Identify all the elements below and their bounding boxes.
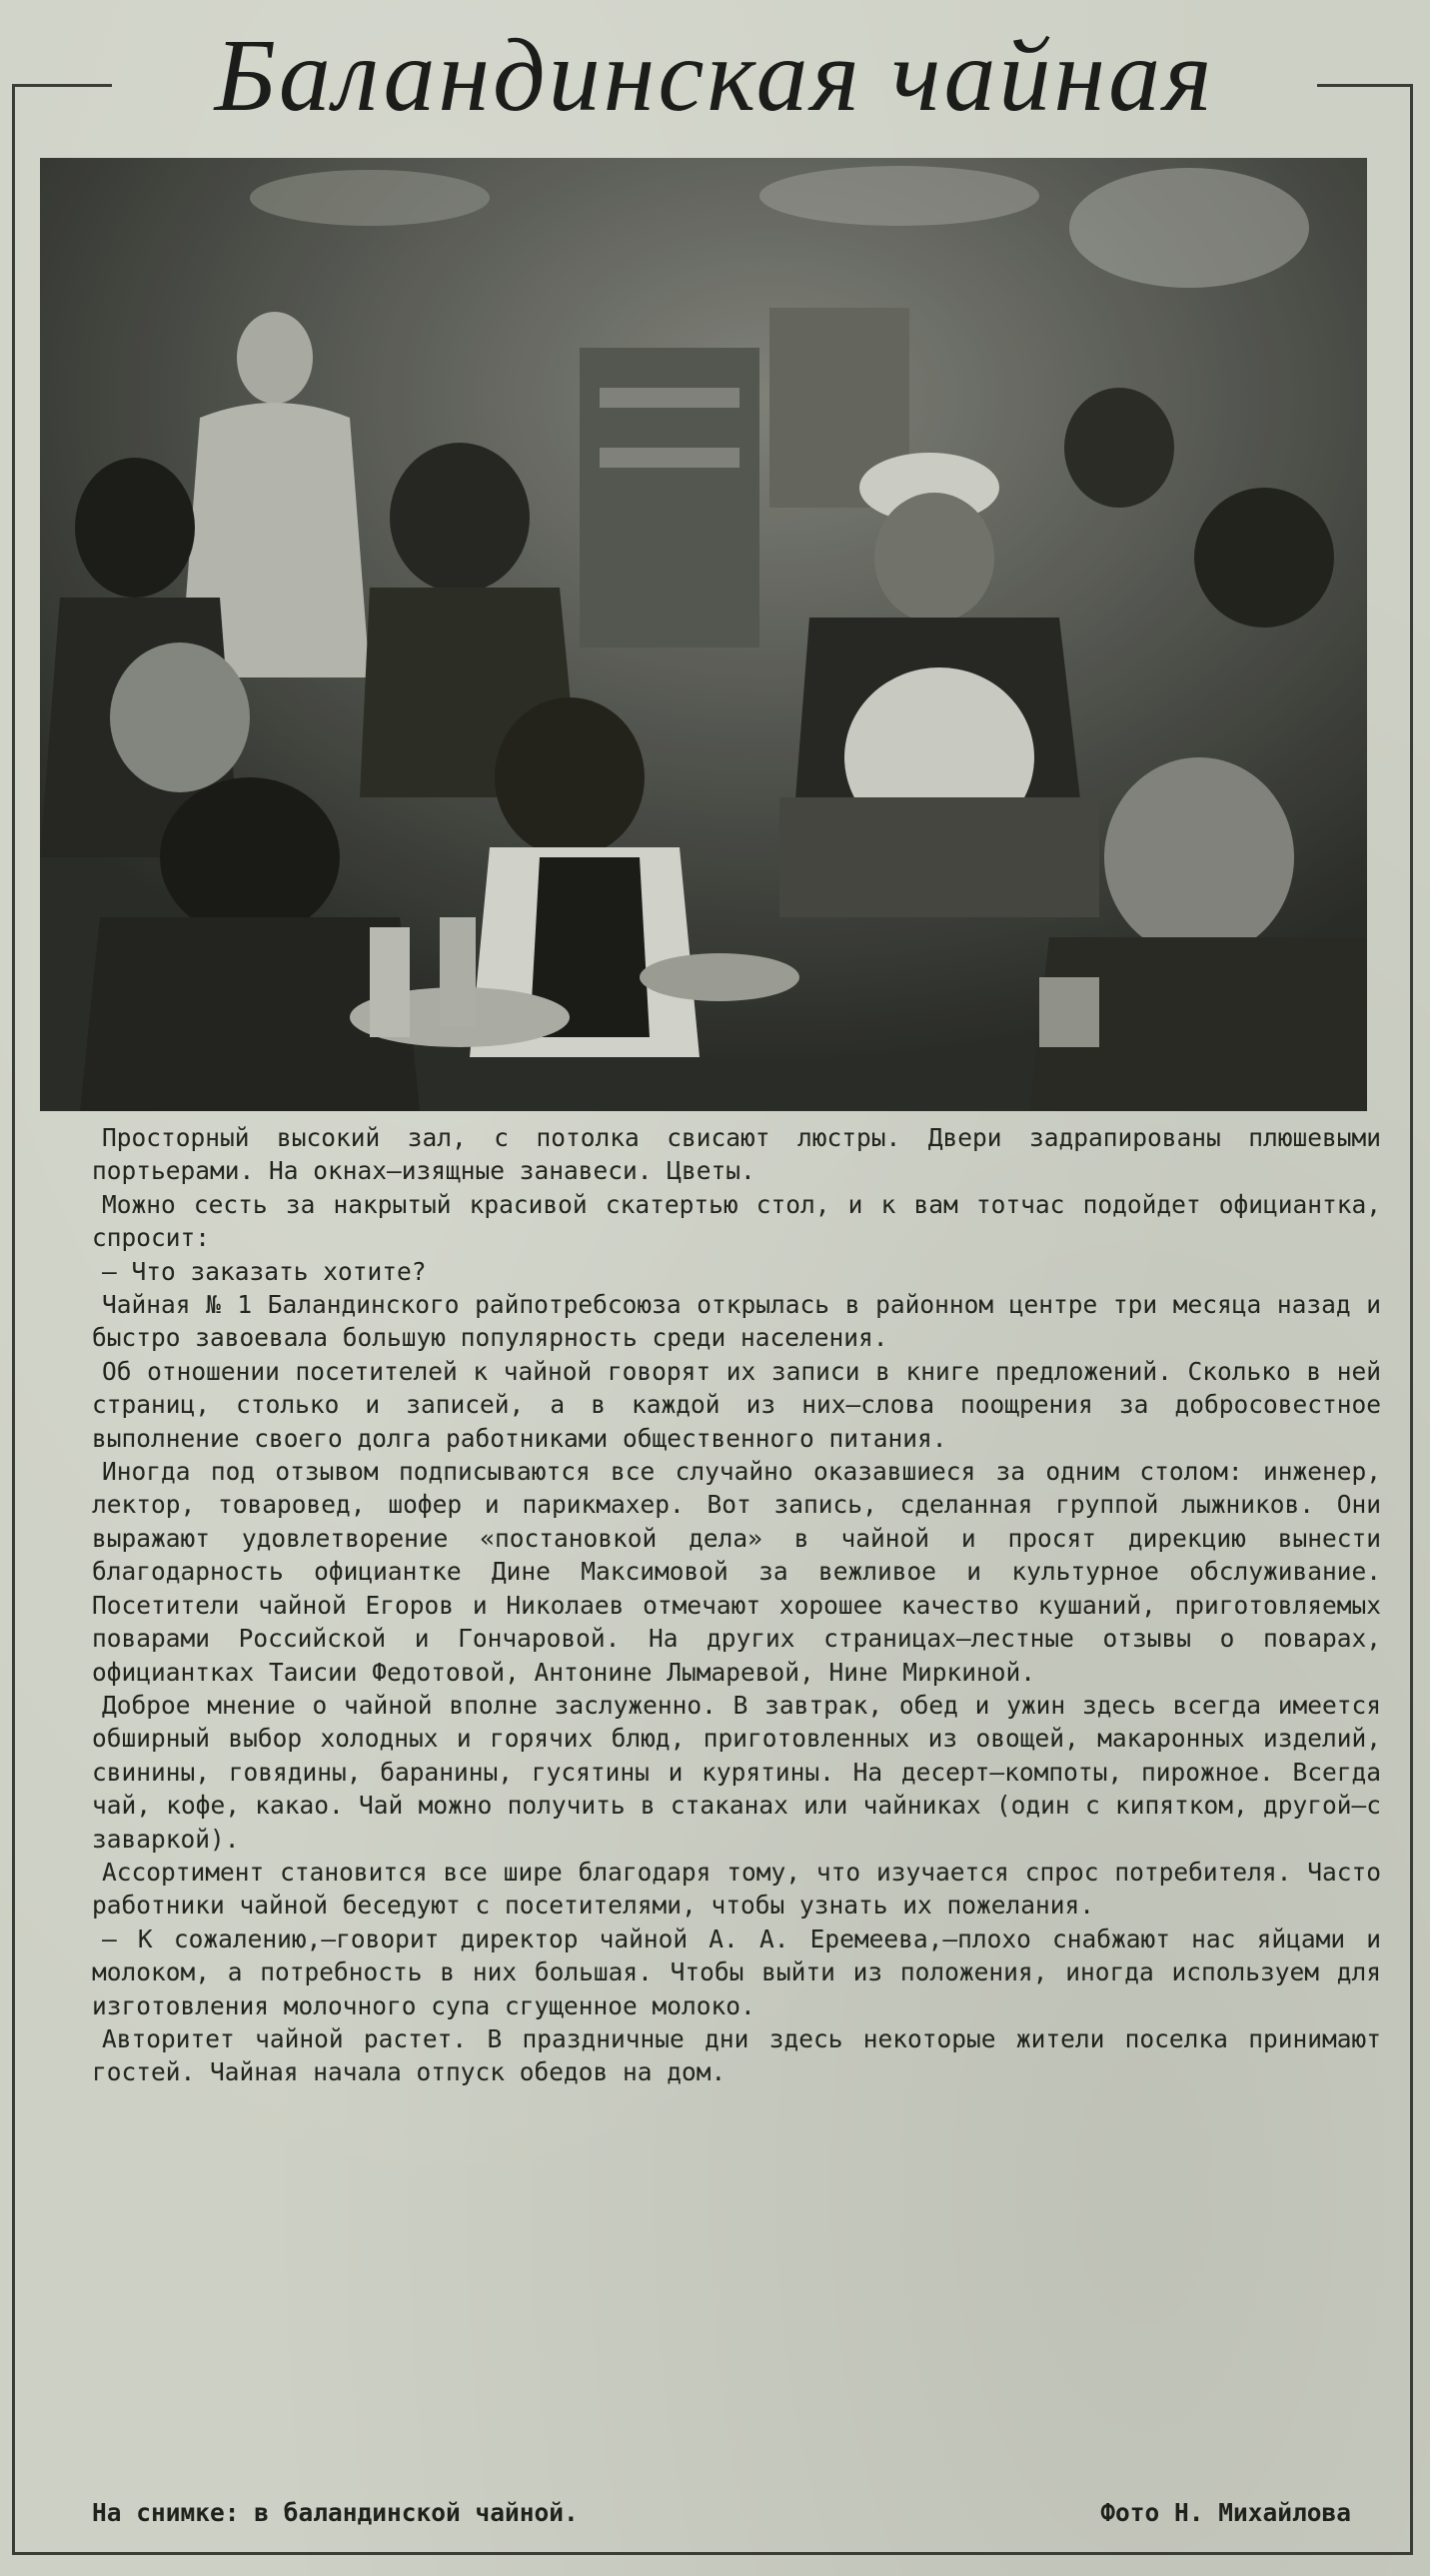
article-paragraph: Просторный высокий зал, с потолка свисают люстры. Двери задрапированы плюшевыми портьерами. На окнах—изящные занавеси. Цветы.: [92, 1123, 1381, 1186]
article-body: [92, 1121, 1381, 2089]
article-paragraph: Иногда под отзывом подписываются все случайно оказавшиеся за одним столом: инженер, лектор, товаровед, шофер и парикмахер. Вот запись, сделанная группой лыжников. Они выражают удовлетворение «постановкой дела» в чайной и просят дирекцию вынести благодарность официантке Дине Максимовой за вежливое и культурное обслуживание. Посетители чайной Егоров и Николаев отмечают хорошее качество кушаний, приготовляемых поварами Российской и Гончаровой. На других страницах—лестные отзывы о поварах, официантках Таисии Федотовой, Антонине Лымаревой, Нине Миркиной.: [92, 1457, 1381, 1687]
tea-room-photo-icon: [40, 158, 1367, 1111]
tea-room-photo: [40, 158, 1367, 1111]
article-paragraph: Доброе мнение о чайной вполне заслуженно. В завтрак, обед и ужин здесь всегда имеется обширный выбор холодных и горячих блюд, приготовленных из овощей, макаронных изделий, свинины, говядины, баранины, гусятины и курятины. На десерт—компоты, пирожное. Всегда чай, кофе, какао. Чай можно получить в стаканах или чайниках (один с кипятком, другой—с заваркой).: [92, 1690, 1381, 1854]
article-paragraph: — Что заказать хотите?: [102, 1256, 427, 1286]
photo-caption: [92, 2498, 1351, 2527]
article-paragraph: Авторитет чайной растет. В праздничные дни здесь некоторые жители поселка принимают гостей. Чайная начала отпуск обедов на дом.: [92, 2023, 1381, 2087]
article-paragraph: Об отношении посетителей к чайной говорят их записи в книге предложений. Сколько в ней страниц, столько и записей, а в каждой из них—слова поощрения за добросовестное выполнение своего долга работниками общественного питания.: [92, 1356, 1381, 1453]
photo-credit: Фото Н. Михайлова: [1100, 2498, 1351, 2527]
article-paragraph: Ассортимент становится все шире благодаря тому, что изучается спрос потребителя. Часто работники чайной беседуют с посетителями, чтобы узнать их пожелания.: [92, 1857, 1381, 1921]
article-paragraph: Чайная № 1 Баландинского райпотребсоюза открылась в районном центре три месяца назад и быстро завоевала большую популярность среди населения.: [92, 1290, 1381, 1353]
title-rule-left: [12, 84, 112, 87]
title-rule-right: [1317, 84, 1410, 87]
headline: Баландинская чайная: [214, 18, 1215, 133]
article-paragraph: Можно сесть за накрытый красивой скатертью стол, и к вам тотчас подойдет официантка, спросит:: [92, 1189, 1381, 1253]
article-paragraph: — К сожалению,—говорит директор чайной А. А. Еремеева,—плохо снабжают нас яйцами и молоком, а потребность в них большая. Чтобы выйти из положения, иногда используем для изготовления молочного супа сгущенное молоко.: [92, 1924, 1381, 2020]
caption-text: На снимке: в баландинской чайной.: [92, 2498, 579, 2527]
